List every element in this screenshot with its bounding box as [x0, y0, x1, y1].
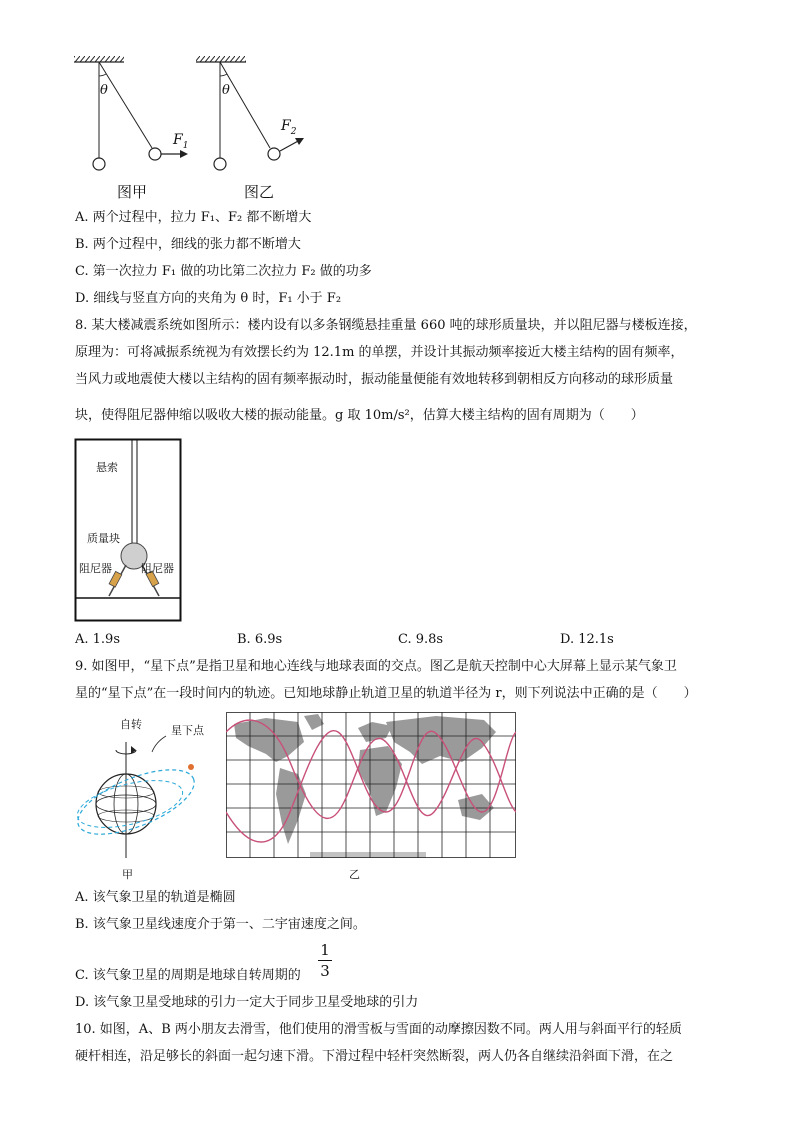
caption-figure-a: 图甲 — [117, 183, 148, 201]
caption-figure-jia: 甲 — [122, 868, 133, 881]
q7-option-c: C. 第一次拉力 F₁ 做的功比第二次拉力 F₂ 做的功多 — [75, 264, 372, 279]
fraction-numerator: 1 — [320, 941, 330, 959]
fraction-one-third — [318, 942, 332, 979]
fraction-bar — [318, 960, 332, 961]
q8-option-b: B. 6.9s — [237, 632, 283, 647]
label-subpoint: 星下点 — [171, 724, 204, 737]
label-damper-left: 阻尼器 — [79, 562, 112, 575]
q10-text-line-1: 10. 如图，A、B 两小朋友去滑雪，他们使用的滑雪板与雪面的动摩擦因数不同。两人用与斜面平行的轻质 — [75, 1022, 682, 1037]
label-mass: 质量块 — [87, 532, 120, 545]
q8-text-line-3: 当风力或地震使大楼以主结构的固有频率振动时，振动能量便能有效地转移到朝相反方向移动的球形质量 — [75, 372, 674, 387]
q8-option-c: C. 9.8s — [398, 632, 444, 647]
q8-option-a: A. 1.9s — [75, 632, 120, 647]
q8-text-line-4: 块，使得阻尼器伸缩以吸收大楼的振动能量。g 取 10m/s²，估算大楼主结构的固有周期为（ ） — [75, 408, 644, 423]
q10-text-line-2: 硬杆相连，沿足够长的斜面一起匀速下滑。下滑过程中轻杆突然断裂，两人仍各自继续沿斜面下滑，在之 — [75, 1049, 674, 1064]
q9-option-d: D. 该气象卫星受地球的引力一定大于同步卫星受地球的引力 — [75, 995, 419, 1010]
world-map-track — [226, 712, 516, 860]
q9-text-line-1: 9. 如图甲，“星下点”是指卫星和地心连线与地球表面的交点。图乙是航天控制中心大屏幕上显示某气象卫 — [75, 659, 677, 674]
earth-orbit-figure — [70, 712, 230, 862]
theta-label-b: θ — [222, 83, 230, 98]
q9-option-b: B. 该气象卫星线速度介于第一、二宇宙速度之间。 — [75, 917, 366, 932]
q9-text-line-2: 星的“星下点”在一段时间内的轨迹。已知地球静止轨道卫星的轨道半径为 r，则下列说法中正确的是（ ） — [75, 686, 697, 701]
force-label-f1: $F_1$ — [173, 132, 189, 151]
q8-text-line-1: 8. 某大楼减震系统如图所示：楼内设有以多条钢缆悬挂重量 660 吨的球形质量块，并以阻尼器与楼板连接， — [75, 318, 697, 333]
q9-option-a: A. 该气象卫星的轨道是椭圆 — [75, 890, 236, 905]
caption-figure-b: 图乙 — [244, 183, 275, 201]
fraction-denominator: 3 — [320, 962, 330, 980]
label-damper-right: 阻尼器 — [141, 562, 174, 575]
q7-option-b: B. 两个过程中，细线的张力都不断增大 — [75, 237, 301, 252]
q7-option-a: A. 两个过程中，拉力 F₁、F₂ 都不断增大 — [75, 210, 312, 225]
q8-text-line-2: 原理为：可将减振系统视为有效摆长约为 12.1m 的单摆，并设计其振动频率接近大楼主结构的固有频率， — [75, 345, 684, 360]
caption-figure-yi: 乙 — [349, 868, 360, 881]
label-cable: 悬索 — [96, 461, 118, 474]
label-rotation: 自转 — [120, 718, 142, 731]
force-label-f2: $F_2$ — [281, 118, 297, 137]
q8-option-d: D. 12.1s — [560, 632, 614, 647]
theta-label-a: θ — [100, 83, 108, 98]
q9-option-c: C. 该气象卫星的周期是地球自转周期的 — [75, 968, 301, 983]
q7-option-d: D. 细线与竖直方向的夹角为 θ 时，F₁ 小于 F₂ — [75, 291, 342, 306]
